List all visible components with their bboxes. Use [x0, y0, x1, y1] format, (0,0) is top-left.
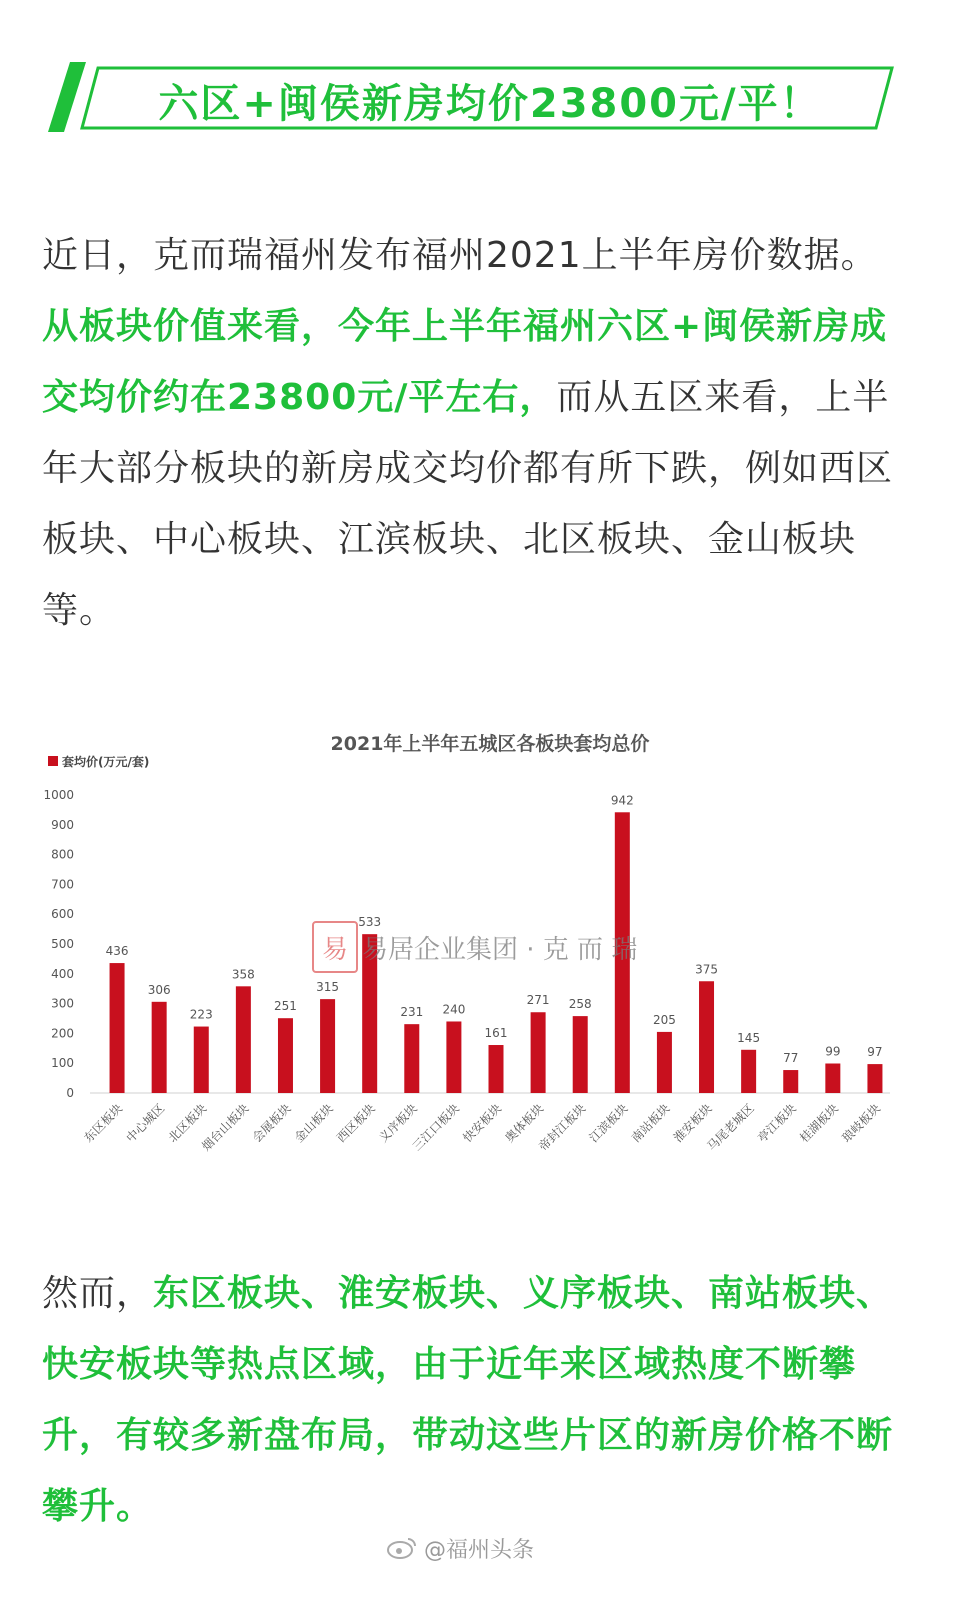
intro-text-1: 近日，克而瑞福州发布福州2021上半年房价数据。: [42, 235, 878, 276]
bar: [531, 1012, 546, 1093]
bar-value-label: 205: [652, 1012, 676, 1027]
watermark-seal: 易: [312, 921, 358, 973]
y-tick-label: 100: [51, 1056, 74, 1071]
bar-value-label: 251: [274, 999, 297, 1014]
bar-value-label: 315: [316, 980, 340, 995]
x-tick-label: 东区板块: [81, 1101, 126, 1146]
bar: [404, 1024, 419, 1093]
y-tick-label: 800: [51, 847, 74, 862]
y-axis-ticks: [43, 788, 74, 1100]
bar: [573, 1016, 588, 1093]
bar-value-label: 271: [526, 993, 550, 1008]
watermark-text: 易居企业集团 · 克 而 瑞: [362, 934, 638, 965]
bar: [152, 1002, 167, 1093]
weibo-icon: [386, 1535, 418, 1561]
bar: [194, 1027, 209, 1093]
watermark: [312, 912, 637, 982]
x-tick-label: 三江口板块: [409, 1101, 463, 1154]
x-tick-label: 江滨板块: [586, 1101, 631, 1146]
bar: [320, 999, 335, 1093]
bar: [657, 1032, 672, 1093]
bar: [446, 1021, 461, 1093]
bar-value-label: 77: [783, 1051, 799, 1066]
bar: [741, 1050, 756, 1093]
bar-value-label: 436: [105, 944, 129, 959]
footer-credit-text: @福州头条: [424, 1537, 535, 1563]
bar-value-label: 223: [189, 1007, 213, 1022]
bar-value-label: 145: [737, 1030, 761, 1045]
y-tick-label: 400: [51, 966, 74, 981]
title-banner: [0, 0, 960, 160]
conclusion-highlight: 东区板块、淮安板块、义序板块、南站板块、快安板块等热点区域，由于近年来区域热度不断攀升，有较多新盘布局，带动这些片区的新房价格不断攀升。: [42, 1273, 894, 1527]
y-tick-label: 200: [51, 1026, 74, 1041]
legend-swatch: [48, 756, 58, 766]
x-tick-label: 帝封江板块: [535, 1101, 589, 1154]
x-tick-label: 义序板块: [376, 1101, 420, 1146]
page-title: 六区+闽侯新房均价23800元/平！: [158, 80, 822, 127]
x-tick-label: 淮安板块: [670, 1101, 715, 1146]
bar-value-label: 358: [231, 967, 255, 982]
conclusion-paragraph: [42, 1258, 902, 1542]
x-tick-label: 桂湖板块: [797, 1101, 841, 1146]
bar: [783, 1070, 798, 1093]
bar: [489, 1045, 504, 1093]
chart-title: 2021年上半年五城区各板块套均总价: [330, 733, 650, 755]
y-tick-label: 500: [51, 937, 74, 951]
x-tick-label: 会展板块: [249, 1101, 294, 1146]
footer-credit: [386, 1528, 534, 1568]
bar-value-label: 99: [825, 1044, 841, 1059]
conclusion-text-1: 然而，: [42, 1273, 154, 1314]
y-tick-label: 600: [51, 907, 74, 922]
x-tick-label: 南站板块: [628, 1101, 673, 1146]
bar: [699, 981, 714, 1093]
y-tick-label: 1000: [43, 788, 74, 802]
x-tick-label: 奥体板块: [502, 1101, 547, 1146]
y-tick-label: 900: [51, 817, 74, 832]
bar-value-label: 231: [400, 1005, 424, 1020]
bar: [236, 986, 251, 1093]
bar: [278, 1018, 293, 1093]
bar-value-label: 942: [610, 793, 634, 808]
x-tick-label: 西区板块: [333, 1101, 378, 1146]
bar-value-label: 533: [358, 915, 382, 930]
x-tick-label: 烟台山板块: [199, 1101, 252, 1154]
intro-highlight: 从板块价值来看，今年上半年福州六区+闽侯新房成交均价约在23800元/平左右，: [42, 306, 888, 418]
x-tick-label: 快安板块: [460, 1101, 505, 1146]
y-tick-label: 0: [66, 1086, 74, 1100]
bar: [867, 1064, 882, 1093]
bar: [110, 963, 125, 1093]
bar-value-label: 306: [147, 982, 171, 997]
intro-text-2: 而从五区来看，上半年大部分板块的新房成交均价都有所下跌，例如西区板块、中心板块、江滨板块、北区板块、金山板块等。: [42, 377, 894, 631]
bar-value-label: 161: [484, 1026, 508, 1041]
x-tick-label: 金山板块: [291, 1101, 336, 1146]
bar: [825, 1063, 840, 1093]
y-tick-label: 300: [51, 996, 74, 1011]
legend-label: 套均价(万元/套): [62, 755, 150, 769]
bar-value-label: 375: [695, 962, 718, 977]
bar-value-label: 97: [867, 1045, 883, 1060]
x-tick-label: 亭江板块: [755, 1101, 799, 1146]
intro-paragraph: [42, 220, 902, 646]
bar-value-label: 258: [568, 997, 592, 1012]
bar-value-label: 240: [442, 1002, 466, 1017]
x-tick-label: 北区板块: [165, 1101, 210, 1146]
x-tick-label: 中心城区: [123, 1101, 168, 1146]
x-tick-label: 琅岐板块: [839, 1101, 884, 1146]
y-tick-label: 700: [51, 877, 74, 892]
x-tick-label: 马尾老城区: [704, 1101, 757, 1154]
